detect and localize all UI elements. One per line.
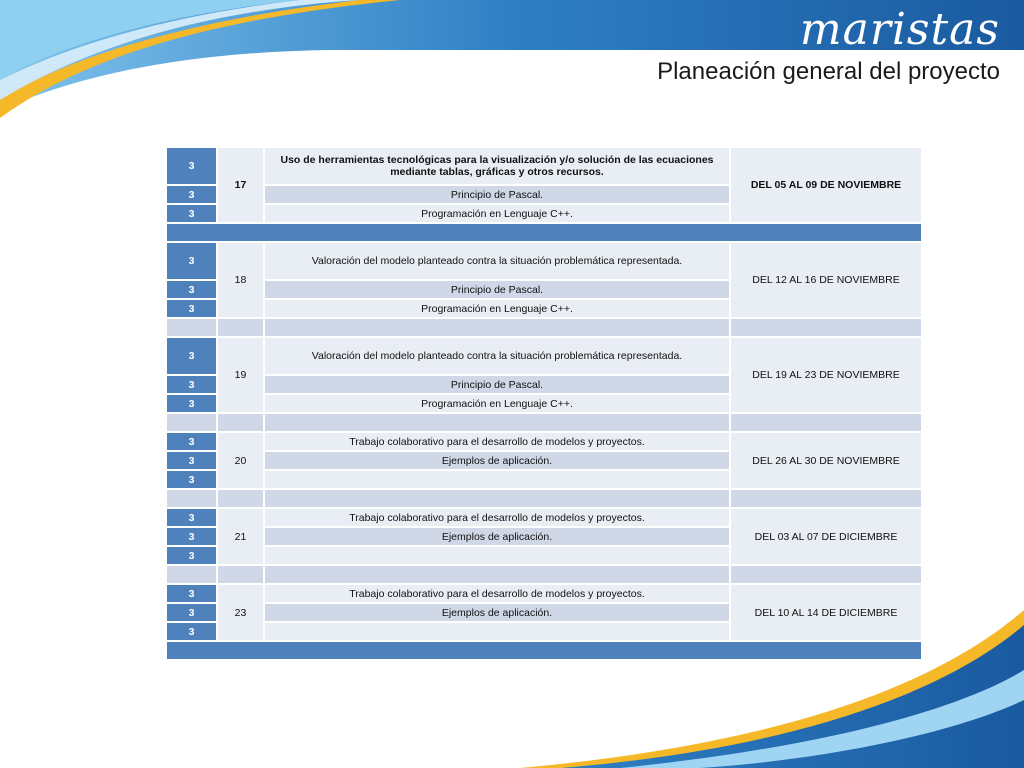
topic-cell: Principio de Pascal. <box>264 280 730 299</box>
hours-cell: 3 <box>166 584 217 603</box>
week-group <box>166 337 922 413</box>
week-number-cell: 21 <box>217 508 264 565</box>
date-range-cell: DEL 03 AL 07 DE DICIEMBRE <box>730 508 922 565</box>
hours-cell: 3 <box>166 242 217 280</box>
date-range-cell: DEL 19 AL 23 DE NOVIEMBRE <box>730 337 922 413</box>
topic-cell: Principio de Pascal. <box>264 185 730 204</box>
topic-cell: Ejemplos de aplicación. <box>264 451 730 470</box>
hours-cell: 3 <box>166 470 217 489</box>
hours-cell: 3 <box>166 622 217 641</box>
page-title: Planeación general del proyecto <box>657 58 1000 85</box>
topic-cell: Principio de Pascal. <box>264 375 730 394</box>
separator-row <box>166 223 922 242</box>
topic-cell: Programación en Lenguaje C++. <box>264 394 730 413</box>
topic-cell <box>264 622 730 641</box>
spacer-row <box>166 318 922 337</box>
hours-cell: 3 <box>166 432 217 451</box>
topic-cell: Programación en Lenguaje C++. <box>264 204 730 223</box>
topic-cell: Ejemplos de aplicación. <box>264 527 730 546</box>
week-number-cell: 18 <box>217 242 264 318</box>
week-group <box>166 508 922 565</box>
topic-cell: Uso de herramientas tecnológicas para la visualización y/o solución de las ecuaciones mediante tablas, gráficas y otros recursos. <box>264 147 730 185</box>
week-group <box>166 432 922 489</box>
hours-cell: 3 <box>166 451 217 470</box>
topic-cell <box>264 546 730 565</box>
hours-cell: 3 <box>166 546 217 565</box>
week-number-cell: 20 <box>217 432 264 489</box>
week-group <box>166 584 922 641</box>
hours-cell: 3 <box>166 603 217 622</box>
topic-cell: Trabajo colaborativo para el desarrollo de modelos y proyectos. <box>264 508 730 527</box>
topic-cell: Valoración del modelo planteado contra la situación problemática representada. <box>264 337 730 375</box>
date-range-cell: DEL 12 AL 16 DE NOVIEMBRE <box>730 242 922 318</box>
week-number-cell: 17 <box>217 147 264 223</box>
hours-cell: 3 <box>166 185 217 204</box>
hours-cell: 3 <box>166 527 217 546</box>
week-number-cell: 19 <box>217 337 264 413</box>
topic-cell: Trabajo colaborativo para el desarrollo de modelos y proyectos. <box>264 584 730 603</box>
week-number-cell: 23 <box>217 584 264 641</box>
topic-cell: Programación en Lenguaje C++. <box>264 299 730 318</box>
date-range-cell: DEL 05 AL 09 DE NOVIEMBRE <box>730 147 922 223</box>
week-group <box>166 147 922 223</box>
footer-row <box>166 641 922 660</box>
spacer-row <box>166 413 922 432</box>
hours-cell: 3 <box>166 147 217 185</box>
topic-cell: Trabajo colaborativo para el desarrollo de modelos y proyectos. <box>264 432 730 451</box>
date-range-cell: DEL 26 AL 30 DE NOVIEMBRE <box>730 432 922 489</box>
hours-cell: 3 <box>166 337 217 375</box>
topic-cell: Ejemplos de aplicación. <box>264 603 730 622</box>
hours-cell: 3 <box>166 508 217 527</box>
spacer-row <box>166 489 922 508</box>
topic-cell <box>264 470 730 489</box>
topic-cell: Valoración del modelo planteado contra la situación problemática representada. <box>264 242 730 280</box>
week-group <box>166 242 922 318</box>
hours-cell: 3 <box>166 394 217 413</box>
hours-cell: 3 <box>166 280 217 299</box>
spacer-row <box>166 565 922 584</box>
hours-cell: 3 <box>166 375 217 394</box>
hours-cell: 3 <box>166 204 217 223</box>
hours-cell: 3 <box>166 299 217 318</box>
schedule-table <box>166 147 922 660</box>
date-range-cell: DEL 10 AL 14 DE DICIEMBRE <box>730 584 922 641</box>
maristas-logo: maristas <box>799 4 1000 55</box>
